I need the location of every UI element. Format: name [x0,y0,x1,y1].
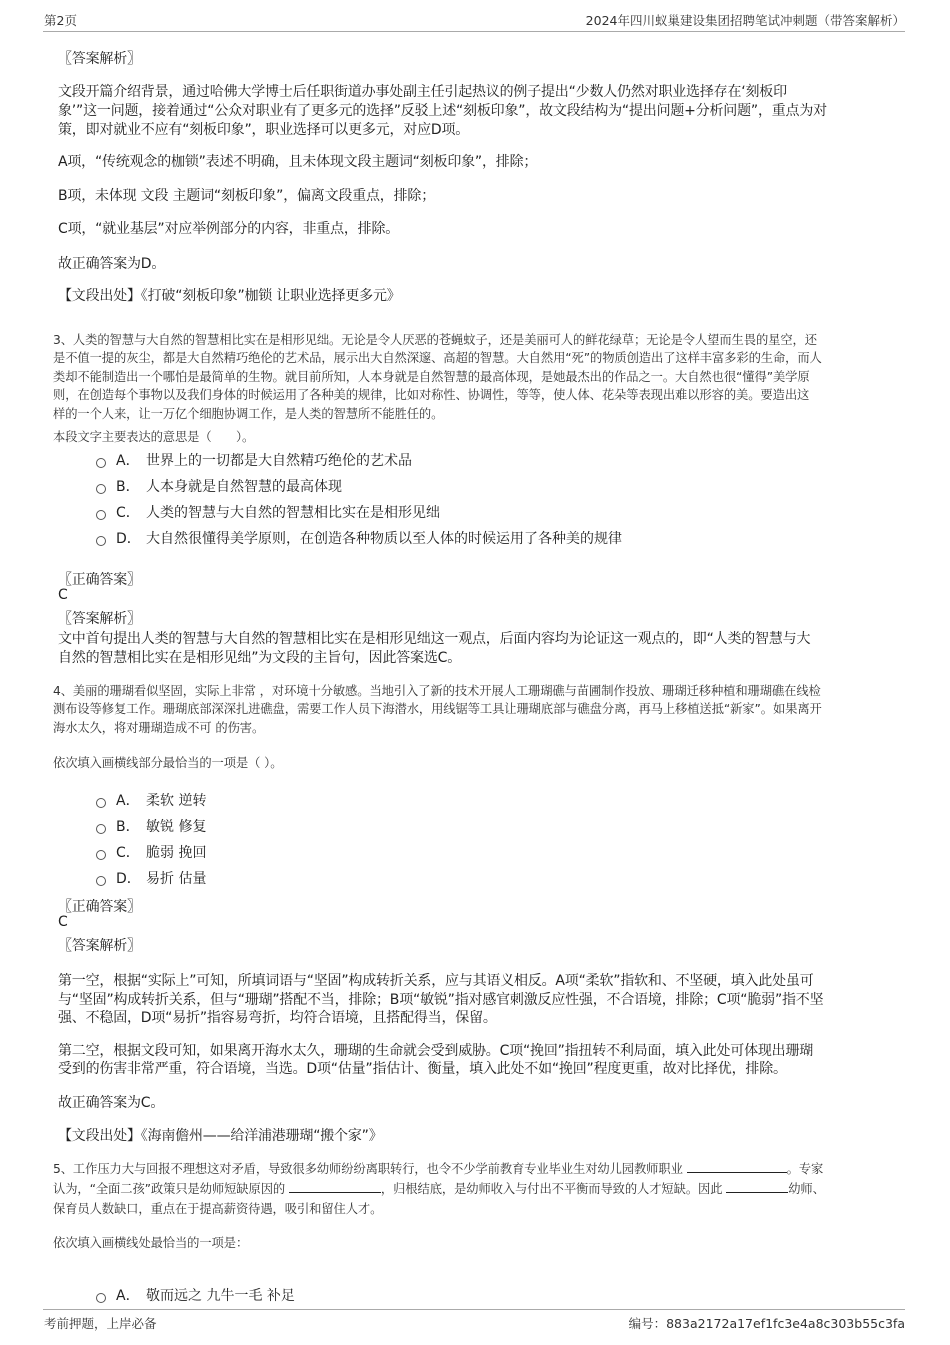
analysis-line: 受到的伤害非常严重，符合语境，当选。D项“估量”指估计、衡量，填入此处不如“挽回”程度更重，故对比择优，排除。 [58,1061,787,1077]
analysis-line: 第一空，根据“实际上”可知，所填词语与“坚固”构成转折关系，应与其语义相反。A项“柔软”指软和、不坚硬，填入此处虽可 [58,973,814,989]
option-letter: C． [116,845,140,861]
analysis-label: 〖答案解析〗 [58,51,141,67]
radio-button[interactable] [96,798,106,808]
radio-button[interactable] [96,850,106,860]
option-letter: D． [116,871,141,887]
radio-button[interactable] [96,484,106,494]
question-line [53,1159,823,1177]
option-text: 脆弱 挽回 [146,845,207,861]
radio-button[interactable] [96,510,106,520]
option-text: 人本身就是自然智慧的最高体现 [146,479,342,495]
question-prompt: 本段文字主要表达的意思是（ ）。 [53,430,255,444]
question-text: 5、工作压力大与回报不理想这对矛盾，导致很多幼师纷纷离职转行，也令不少学前教育专业毕业生对幼儿园教师职业 [53,1162,683,1176]
blank-line [726,1181,788,1193]
radio-button[interactable] [96,458,106,468]
option-text: 大自然很懂得美学原则，在创造各种物质以至人体的时候运用了各种美的规律 [146,531,622,547]
footer-slogan: 考前押题，上岸必备 [44,1316,157,1331]
question-text: 。专家 [786,1162,824,1176]
question-line: 是不值一提的灰尘，都是大自然精巧绝伦的艺术品，展示出大自然深邃、高超的智慧。大自然用“死”的物质创造出了这样丰富多彩的生命，而人 [53,351,822,365]
analysis-label: 〖答案解析〗 [58,611,141,627]
option-letter: A． [116,793,140,809]
option-a-analysis: A项，“传统观念的枷锁”表述不明确，且未体现文段主题词“刻板印象”，排除； [58,154,538,170]
analysis-line: 策，即对就业不应有“刻板印象”，职业选择可以更多元，对应D项。 [58,122,470,138]
analysis-line: 与“坚固”构成转折关系，但与“珊瑚”搭配不当，排除；B项“敏锐”指对感官刺激反应性强，不合语境，排除；C项“脆弱”指不坚 [58,992,824,1008]
source: 【文段出处】《海南儋州——给洋浦港珊瑚“搬个家”》 [58,1128,383,1144]
analysis-line: 文段开篇介绍背景，通过哈佛大学博士后任职街道办事处副主任引起热议的例子提出“少数人仍然对职业选择存在‘刻板印 [58,84,787,100]
source: 【文段出处】《打破“刻板印象”枷锁 让职业选择更多元》 [58,288,401,304]
analysis-line: 象’”这一问题，接着通过“公众对职业有了更多元的选择”反驳上述“刻板印象”，故文段结构为“提出问题+分析问题”，重点为对 [58,103,827,119]
option-text: 敏锐 修复 [146,819,207,835]
page-number: 第2页 [44,13,77,28]
answer: C [58,587,68,603]
option-letter: B． [116,479,140,495]
analysis-line: 强、不稳固，D项“易折”指容易弯折，均符合语境，且搭配得当，保留。 [58,1010,497,1026]
option-text: 敬而远之 九牛一毛 补足 [146,1288,295,1304]
question-prompt: 依次填入画横线部分最恰当的一项是（ ）。 [53,756,283,770]
option-letter: C． [116,505,140,521]
option-text: 柔软 逆转 [146,793,207,809]
option-letter: B． [116,819,140,835]
option-letter: A． [116,453,140,469]
conclusion: 故正确答案为C。 [58,1095,165,1111]
question-text: 认为，“全面二孩”政策只是幼师短缺原因的 [53,1182,286,1196]
question-text: 幼师、 [788,1182,825,1196]
option-c-analysis: C项，“就业基层”对应举例部分的内容，非重点，排除。 [58,221,400,237]
question-line [53,1179,825,1197]
question-line: 4、美丽的珊瑚看似坚固，实际上非常 ，对环境十分敏感。当地引入了新的技术开展人工珊瑚礁与苗圃制作投放、珊瑚迁移种植和珊瑚礁在线检 [53,684,821,698]
header-divider [43,31,905,32]
option-b-analysis: B项，未体现 文段 主题词“刻板印象”，偏离文段重点，排除； [58,188,436,204]
question-line: 样的一个人来，让一万亿个细胞协调工作，是人类的智慧所不能胜任的。 [53,407,444,421]
analysis-line: 自然的智慧相比实在是相形见绌”为文段的主旨句，因此答案选C。 [58,650,462,666]
option-text: 人类的智慧与大自然的智慧相比实在是相形见绌 [146,505,440,521]
question-line: 类却不能制造出一个哪怕是最简单的生物。就目前所知，人本身就是自然智慧的最高体现，是她最杰出的作品之一。大自然也很“懂得”美学原 [53,370,810,384]
answer-label: 〖正确答案〗 [58,572,141,588]
option-letter: D． [116,531,141,547]
analysis-line: 第二空，根据文段可知，如果离开海水太久，珊瑚的生命就会受到威胁。C项“挽回”指扭转不利局面，填入此处可体现出珊瑚 [58,1043,814,1059]
answer-label: 〖正确答案〗 [58,899,141,915]
option-letter: A． [116,1288,140,1304]
radio-button[interactable] [96,824,106,834]
answer: C [58,914,68,930]
question-text: ，归根结底，是幼师收入与付出不平衡而导致的人才短缺。因此 [380,1182,723,1196]
footer-divider [43,1309,905,1310]
question-line: 保育员人数缺口，重点在于提高薪资待遇，吸引和留住人才。 [53,1202,383,1216]
radio-button[interactable] [96,1293,106,1303]
blank-line [289,1181,381,1193]
conclusion: 故正确答案为D。 [58,256,166,272]
question-line: 3、人类的智慧与大自然的智慧相比实在是相形见绌。无论是令人厌恶的苍蝇蚊子，还是美丽可人的鲜花绿草；无论是令人望而生畏的星空，还 [53,333,817,347]
question-line: 海水太久，将对珊瑚造成不可 的伤害。 [53,721,265,735]
radio-button[interactable] [96,876,106,886]
option-text: 世界上的一切都是大自然精巧绝伦的艺术品 [146,453,412,469]
footer [0,1304,950,1345]
radio-button[interactable] [96,536,106,546]
analysis-label: 〖答案解析〗 [58,938,141,954]
question-line: 测布设等修复工作。珊瑚底部深深扎进礁盘，需要工作人员下海潜水，用线锯等工具让珊瑚底部与礁盘分离，再马上移植送抵“新家”。如果离开 [53,702,822,716]
option-text: 易折 估量 [146,871,207,887]
document-id: 编号：883a2172a17ef1fc3e4a8c303b55c3fa [628,1316,905,1331]
blank-line [687,1161,787,1173]
question-line: 则，在创造每个事物以及我们身体的时候运用了各种美的规律，比如对称性、协调性，等等，使人体、花朵等表现出难以形容的美。要造出这 [53,388,810,402]
question-prompt: 依次填入画横线处最恰当的一项是： [53,1236,249,1250]
document-title: 2024年四川蚁巢建设集团招聘笔试冲刺题（带答案解析） [585,13,905,28]
analysis-line: 文中首句提出人类的智慧与大自然的智慧相比实在是相形见绌这一观点，后面内容均为论证这一观点的，即“人类的智慧与大 [58,631,811,647]
